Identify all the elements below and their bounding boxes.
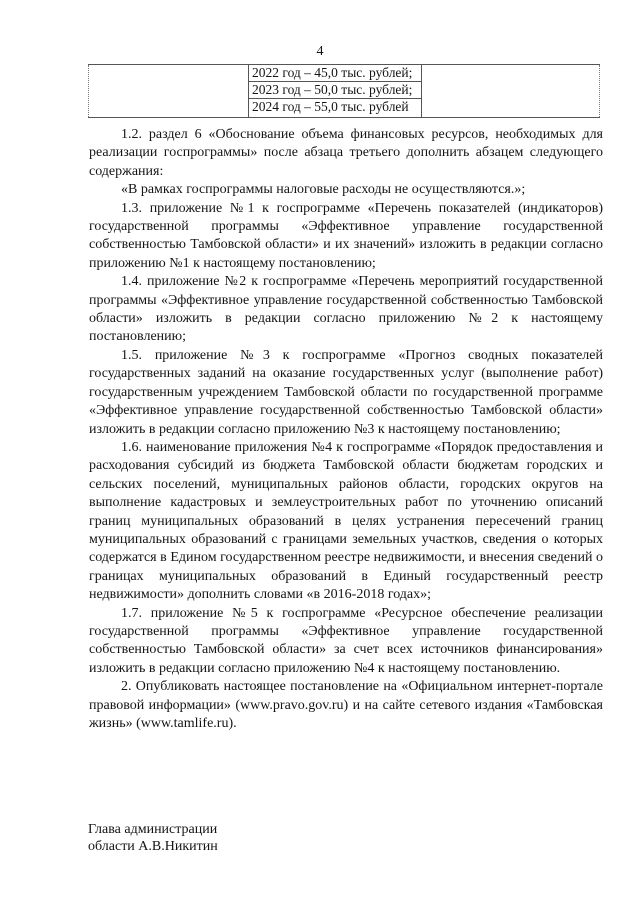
table-cell-empty-right: [422, 65, 600, 118]
amount-line: 2023 год – 50,0 тыс. рублей;: [249, 82, 421, 99]
paragraph-quote: «В рамках госпрограммы налоговые расходы не осуществляются.»;: [121, 182, 526, 198]
page-number: 4: [316, 44, 324, 59]
paragraph-1-4: 1.4. приложение №2 к госпрограмме «Перечень мероприятий государственной программы «Эффективное управление государственной собственностью Тамбовской области» изложить в редакции согласно приложению №2 к настоящему постановлению;: [89, 274, 603, 345]
amount-line: 2022 год – 45,0 тыс. рублей;: [249, 65, 421, 82]
table-cell-empty-left: [89, 65, 249, 118]
paragraph-1-6: 1.6. наименование приложения №4 к госпрограмме «Порядок предоставления и расходования субсидий из бюджета Тамбовской области бюджетам городских и сельских поселений, муниципальных районов области, городских округов на выполнение кадастровых и землеустроительных работ по уточнению описаний границ муниципальных образований в целях устранения пересечений границ муниципальных образований с границами земельных участков, сведения о которых содержатся в Едином государственном реестре недвижимости, и внесения сведений о границах муниципальных образований в Единый государственный реестр недвижимости» дополнить словами «в 2016-2018 годах»;: [89, 439, 603, 603]
signature-title: Глава администрации: [88, 822, 218, 837]
funding-table: [88, 64, 600, 118]
signature-block: [88, 821, 218, 855]
paragraph-1-5: 1.5. приложение №3 к госпрограмме «Прогноз сводных показателей государственных заданий на оказание государственных услуг (выполнение работ) государственным учреждением Тамбовской области по государственной программе «Эффективное управление государственной собственностью Тамбовской области» изложить в редакции согласно приложению №3 к настоящему постановлению;: [89, 347, 603, 437]
document-body: [89, 126, 603, 733]
table-cell-amounts: [249, 65, 422, 118]
amount-line: 2024 год – 55,0 тыс. рублей: [252, 99, 409, 114]
paragraph-1-3: 1.3. приложение №1 к госпрограмме «Перечень показателей (индикаторов) государственной программы «Эффективное управление государственной собственностью Тамбовской области» и их значений» изложить в редакции согласно приложению №1 к настоящему постановлению;: [89, 200, 603, 271]
signature-name: области А.В.Никитин: [88, 839, 218, 854]
paragraph-1-2: 1.2. раздел 6 «Обоснование объема финансовых ресурсов, необходимых для реализации госпрограммы» после абзаца третьего дополнить абзацем следующего содержания:: [89, 127, 603, 179]
table-row: [89, 65, 600, 118]
paragraph-1-7: 1.7. приложение №5 к госпрограмме «Ресурсное обеспечение реализации государственной программы «Эффективное управление государственной собственностью Тамбовской области» за счет всех источников финансирования» изложить в редакции согласно приложению №4 к настоящему постановлению.: [89, 605, 603, 676]
paragraph-2: 2. Опубликовать настоящее постановление на «Официальном интернет-портале правовой информации» (www.pravo.gov.ru) и на сайте сетевого издания «Тамбовская жизнь» (www.tamlife.ru).: [89, 679, 603, 731]
